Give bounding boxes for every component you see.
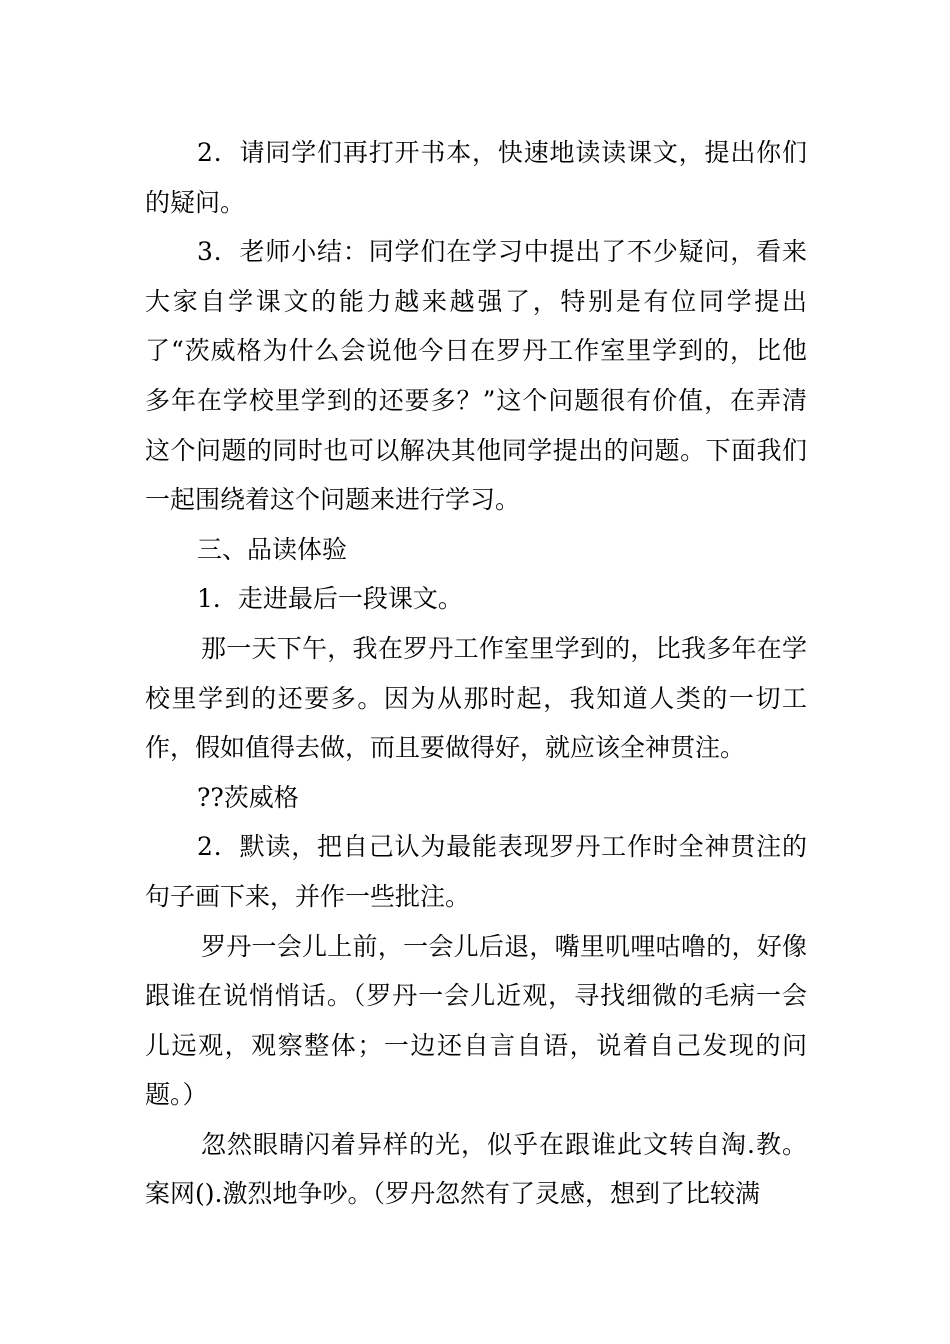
paragraph-annotation-two: 忽然眼睛闪着异样的光，似乎在跟谁此文转自淘.教。案网().激烈地争吵。（罗丹忽然有了灵感，想到了比较满 [145,1129,807,1209]
document-body [145,128,807,1219]
paragraph-question-step: 2．请同学们再打开书本，快速地读读课文，提出你们的疑问。 [145,138,807,217]
section-heading: 三、品读体验 [197,534,348,564]
paragraph-step-two: 2．默读，把自己认为最能表现罗丹工作时全神贯注的句子画下来，并作一些批注。 [145,832,807,911]
paragraph-step-one: 1．走进最后一段课文。 [197,584,463,614]
paragraph-teacher-summary: 3．老师小结：同学们在学习中提出了不少疑问，看来大家自学课文的能力越来越强了，特别是有位同学提出了“茨威格为什么会说他今日在罗丹工作室里学到的，比他多年在学校里学到的还要多？”这个问题很有价值，在弄清这个问题的同时也可以解决其他同学提出的问题。下面我们一起围绕着这个问题来进行学习。 [145,237,807,515]
quote-attribution: ??茨威格 [197,782,299,812]
paragraph-quote: 那一天下午，我在罗丹工作室里学到的，比我多年在学校里学到的还要多。因为从那时起，我知道人类的一切工作，假如值得去做，而且要做得好，就应该全神贯注。 [145,633,807,763]
paragraph-annotation-one: 罗丹一会儿上前，一会儿后退，嘴里叽哩咕噜的，好像跟谁在说悄悄话。（罗丹一会儿近观，寻找细微的毛病一会儿远观，观察整体；一边还自言自语，说着自己发现的问题。） [145,931,807,1110]
